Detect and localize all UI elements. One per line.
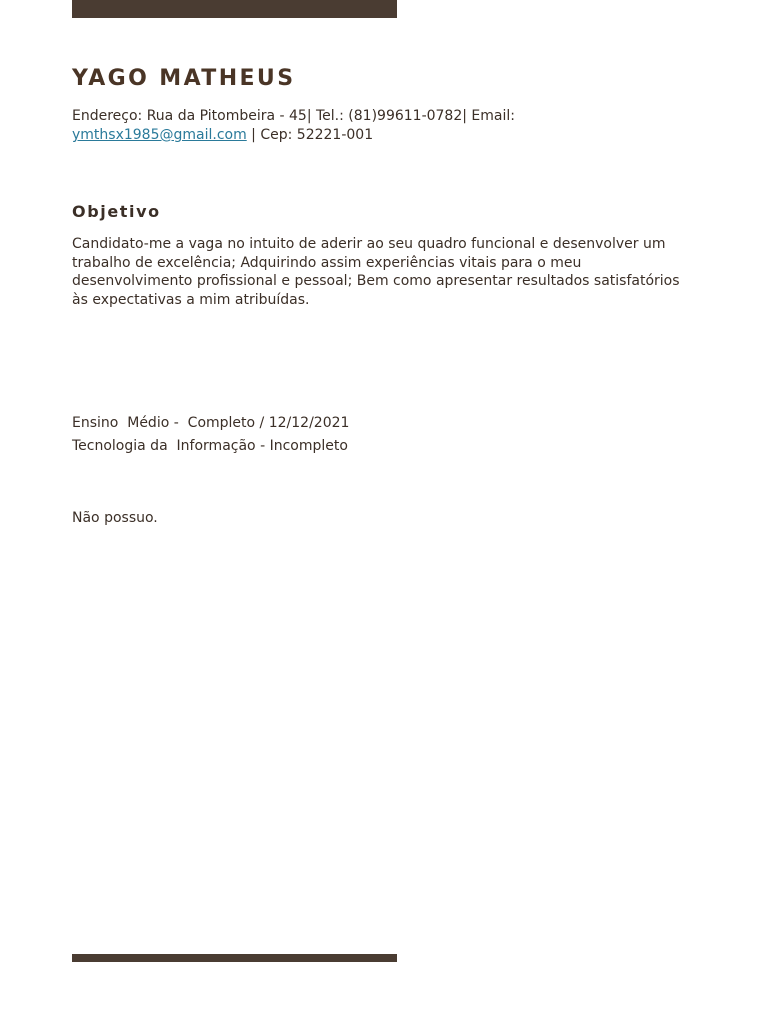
education-item: Tecnologia da Informação - Incompleto xyxy=(72,438,348,454)
contact-cep: | Cep: 52221-001 xyxy=(246,127,374,143)
objective-heading: Objetivo xyxy=(72,202,161,221)
candidate-name: YAGO MATHEUS xyxy=(72,66,296,91)
footer-accent-bar xyxy=(72,954,397,962)
objective-text: Candidato-me a vaga no intuito de aderir ao seu quadro funcional e desenvolver um trabalho de excelência; Adquirindo assim experiências vitais para o meu desenvolvimento profissional e pessoal; Bem como apresentar resultados satisfatórios às expectativas a mim atribuídas. xyxy=(72,236,680,309)
email-link[interactable]: ymthsx1985@gmail.com xyxy=(72,127,247,143)
experience-text: Não possuo. xyxy=(72,510,158,526)
contact-address-phone: Endereço: Rua da Pitombeira - 45| Tel.: (81)99611-0782| Email: xyxy=(72,108,515,124)
contact-info xyxy=(72,107,692,145)
education-item: Ensino Médio - Completo / 12/12/2021 xyxy=(72,415,350,431)
header-accent-bar xyxy=(72,0,397,18)
